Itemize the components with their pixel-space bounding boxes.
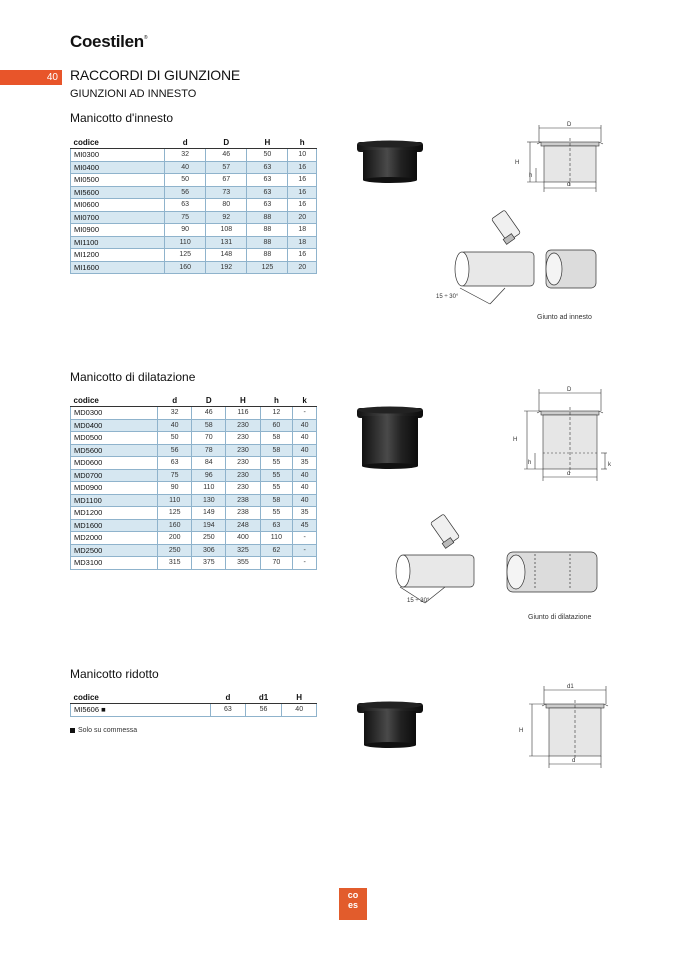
value-cell: 248: [226, 519, 260, 532]
page-title: RACCORDI DI GIUNZIONE: [70, 67, 241, 83]
value-cell: 40: [282, 704, 317, 717]
table-row: [71, 704, 317, 717]
value-cell: 90: [158, 482, 192, 495]
value-cell: 35: [293, 507, 317, 520]
value-cell: 230: [226, 469, 260, 482]
product-code-cell: MI0400: [71, 161, 165, 174]
product-code-cell: MI1200: [71, 249, 165, 262]
product-code-cell: MI0500: [71, 174, 165, 187]
value-cell: 84: [192, 457, 226, 470]
value-cell: -: [293, 532, 317, 545]
value-cell: 70: [192, 432, 226, 445]
column-header: d: [158, 395, 192, 407]
value-cell: 110: [165, 236, 206, 249]
value-cell: 63: [247, 199, 288, 212]
value-cell: 75: [158, 469, 192, 482]
value-cell: 50: [165, 174, 206, 187]
value-cell: 16: [288, 249, 317, 262]
value-cell: 32: [165, 149, 206, 162]
value-cell: 40: [293, 444, 317, 457]
product-code-cell: MI5600: [71, 186, 165, 199]
value-cell: -: [293, 557, 317, 570]
value-cell: 325: [226, 544, 260, 557]
value-cell: 56: [245, 704, 282, 717]
dim-label-d2: d: [567, 471, 571, 477]
value-cell: 55: [260, 457, 293, 470]
value-cell: 63: [260, 519, 293, 532]
column-header: H: [226, 395, 260, 407]
value-cell: 50: [158, 432, 192, 445]
table-row: [71, 482, 317, 495]
value-cell: 60: [260, 419, 293, 432]
value-cell: 45: [293, 519, 317, 532]
value-cell: 67: [206, 174, 247, 187]
value-cell: 88: [247, 236, 288, 249]
value-cell: 75: [165, 211, 206, 224]
column-header: D: [192, 395, 226, 407]
table-row: [71, 557, 317, 570]
value-cell: -: [293, 407, 317, 420]
table-header-row: [71, 395, 317, 407]
dim-label-H3: H: [519, 728, 524, 734]
value-cell: 57: [206, 161, 247, 174]
value-cell: 62: [260, 544, 293, 557]
table-row: [71, 261, 317, 274]
column-header: H: [247, 137, 288, 149]
column-header: h: [288, 137, 317, 149]
value-cell: 194: [192, 519, 226, 532]
value-cell: 20: [288, 211, 317, 224]
innesto-fitting-image: [355, 138, 425, 184]
value-cell: 63: [247, 161, 288, 174]
table-row: [71, 507, 317, 520]
value-cell: 78: [192, 444, 226, 457]
value-cell: 400: [226, 532, 260, 545]
column-header: codice: [71, 692, 211, 704]
table-header-row: [71, 692, 317, 704]
table-row: [71, 224, 317, 237]
value-cell: 18: [288, 236, 317, 249]
table-row: [71, 519, 317, 532]
value-cell: 88: [247, 224, 288, 237]
product-code-cell: MI0300: [71, 149, 165, 162]
value-cell: 10: [288, 149, 317, 162]
section-title-innesto: Manicotto d'innesto: [70, 111, 174, 125]
product-code-cell: MI0900: [71, 224, 165, 237]
square-bullet-icon: [70, 728, 75, 733]
dilatazione-technical-drawing: [505, 383, 625, 489]
value-cell: 125: [247, 261, 288, 274]
value-cell: 355: [226, 557, 260, 570]
product-code-cell: MI1100: [71, 236, 165, 249]
value-cell: 63: [158, 457, 192, 470]
value-cell: 58: [192, 419, 226, 432]
value-cell: 58: [260, 432, 293, 445]
value-cell: 110: [158, 494, 192, 507]
dilatazione-assembly-drawing: [395, 510, 610, 610]
value-cell: 16: [288, 186, 317, 199]
value-cell: 40: [293, 432, 317, 445]
table-row: [71, 532, 317, 545]
ridotto-table: [70, 692, 317, 717]
section-title-ridotto: Manicotto ridotto: [70, 667, 159, 681]
value-cell: 375: [192, 557, 226, 570]
value-cell: 230: [226, 432, 260, 445]
value-cell: 58: [260, 444, 293, 457]
column-header: codice: [71, 395, 158, 407]
value-cell: 63: [211, 704, 246, 717]
dim-label-d3: d: [572, 758, 576, 764]
value-cell: 230: [226, 444, 260, 457]
page-number: 40: [0, 70, 62, 85]
table-row: [71, 199, 317, 212]
value-cell: 315: [158, 557, 192, 570]
innesto-angle-label: 15 ÷ 30°: [436, 294, 459, 300]
column-header: H: [282, 692, 317, 704]
table-row: [71, 149, 317, 162]
value-cell: 46: [192, 407, 226, 420]
value-cell: 16: [288, 199, 317, 212]
table-row: [71, 407, 317, 420]
value-cell: 16: [288, 161, 317, 174]
page-subtitle: GIUNZIONI AD INNESTO: [70, 88, 197, 100]
innesto-caption: Giunto ad innesto: [537, 314, 592, 321]
value-cell: 110: [260, 532, 293, 545]
value-cell: 55: [260, 469, 293, 482]
value-cell: -: [293, 544, 317, 557]
value-cell: 40: [293, 469, 317, 482]
column-header: h: [260, 395, 293, 407]
dim-label-H2: H: [513, 437, 518, 443]
table-row: [71, 457, 317, 470]
product-code-cell: MI1600: [71, 261, 165, 274]
value-cell: 50: [247, 149, 288, 162]
value-cell: 96: [192, 469, 226, 482]
product-code-cell: MD0900: [71, 482, 158, 495]
value-cell: 238: [226, 507, 260, 520]
table-row: [71, 211, 317, 224]
value-cell: 63: [247, 174, 288, 187]
dilatazione-fitting-image: [355, 404, 425, 470]
value-cell: 63: [247, 186, 288, 199]
product-code-cell: MD2500: [71, 544, 158, 557]
column-header: k: [293, 395, 317, 407]
value-cell: 116: [226, 407, 260, 420]
value-cell: 149: [192, 507, 226, 520]
value-cell: 125: [158, 507, 192, 520]
product-code-cell: MD0300: [71, 407, 158, 420]
value-cell: 58: [260, 494, 293, 507]
value-cell: 192: [206, 261, 247, 274]
dilatazione-caption: Giunto di dilatazione: [528, 614, 592, 621]
value-cell: 88: [247, 211, 288, 224]
dim-label-D: D: [567, 122, 572, 128]
value-cell: 130: [192, 494, 226, 507]
value-cell: 18: [288, 224, 317, 237]
value-cell: 20: [288, 261, 317, 274]
column-header: d1: [245, 692, 282, 704]
value-cell: 238: [226, 494, 260, 507]
value-cell: 12: [260, 407, 293, 420]
value-cell: 35: [293, 457, 317, 470]
product-code-cell: MD0500: [71, 432, 158, 445]
table-row: [71, 161, 317, 174]
value-cell: 92: [206, 211, 247, 224]
product-code-cell: MI5606 ■: [71, 704, 211, 717]
table-row: [71, 236, 317, 249]
dim-label-D2: D: [567, 387, 572, 393]
table-header-row: [71, 137, 317, 149]
value-cell: 55: [260, 482, 293, 495]
table-row: [71, 419, 317, 432]
product-code-cell: MI0600: [71, 199, 165, 212]
value-cell: 148: [206, 249, 247, 262]
value-cell: 160: [165, 261, 206, 274]
value-cell: 16: [288, 174, 317, 187]
product-code-cell: MD0600: [71, 457, 158, 470]
value-cell: 40: [293, 482, 317, 495]
dim-label-d: d: [567, 182, 571, 188]
value-cell: 200: [158, 532, 192, 545]
value-cell: 73: [206, 186, 247, 199]
footer-logo: co es: [339, 888, 367, 920]
value-cell: 63: [165, 199, 206, 212]
product-code-cell: MD1100: [71, 494, 158, 507]
value-cell: 40: [293, 419, 317, 432]
dim-label-k: k: [608, 462, 611, 468]
dilatazione-table: [70, 395, 317, 570]
table-row: [71, 469, 317, 482]
value-cell: 88: [247, 249, 288, 262]
innesto-technical-drawing: [497, 120, 617, 198]
table-row: [71, 249, 317, 262]
column-header: d: [165, 137, 206, 149]
brand-logo: Coestilen®: [70, 32, 148, 51]
section-title-dilatazione: Manicotto di dilatazione: [70, 370, 196, 384]
column-header: d: [211, 692, 246, 704]
value-cell: 55: [260, 507, 293, 520]
dim-label-H: H: [515, 160, 520, 166]
value-cell: 40: [165, 161, 206, 174]
product-code-cell: MD0400: [71, 419, 158, 432]
value-cell: 110: [192, 482, 226, 495]
dim-label-h: h: [529, 173, 533, 179]
ridotto-technical-drawing: [510, 682, 610, 772]
table-row: [71, 432, 317, 445]
dim-label-d1: d1: [567, 684, 574, 690]
dilatazione-angle-label: 15 ÷ 30°: [407, 598, 430, 604]
value-cell: 80: [206, 199, 247, 212]
product-code-cell: MD1600: [71, 519, 158, 532]
value-cell: 56: [165, 186, 206, 199]
dim-label-h2: h: [528, 460, 532, 466]
column-header: codice: [71, 137, 165, 149]
product-code-cell: MI0700: [71, 211, 165, 224]
innesto-table: [70, 137, 317, 274]
table-row: [71, 444, 317, 457]
value-cell: 90: [165, 224, 206, 237]
product-code-cell: MD0700: [71, 469, 158, 482]
value-cell: 40: [158, 419, 192, 432]
value-cell: 32: [158, 407, 192, 420]
value-cell: 46: [206, 149, 247, 162]
table-row: [71, 174, 317, 187]
column-header: D: [206, 137, 247, 149]
value-cell: 70: [260, 557, 293, 570]
value-cell: 230: [226, 419, 260, 432]
value-cell: 160: [158, 519, 192, 532]
table-row: [71, 494, 317, 507]
table-row: [71, 544, 317, 557]
ridotto-fitting-image: [355, 700, 425, 750]
commessa-note: Solo su commessa: [70, 727, 137, 734]
value-cell: 250: [192, 532, 226, 545]
value-cell: 230: [226, 482, 260, 495]
value-cell: 125: [165, 249, 206, 262]
innesto-assembly-drawing: [436, 208, 610, 308]
value-cell: 56: [158, 444, 192, 457]
value-cell: 40: [293, 494, 317, 507]
value-cell: 108: [206, 224, 247, 237]
product-code-cell: MD5600: [71, 444, 158, 457]
value-cell: 230: [226, 457, 260, 470]
table-row: [71, 186, 317, 199]
product-code-cell: MD3100: [71, 557, 158, 570]
value-cell: 250: [158, 544, 192, 557]
product-code-cell: MD2000: [71, 532, 158, 545]
value-cell: 131: [206, 236, 247, 249]
product-code-cell: MD1200: [71, 507, 158, 520]
value-cell: 306: [192, 544, 226, 557]
